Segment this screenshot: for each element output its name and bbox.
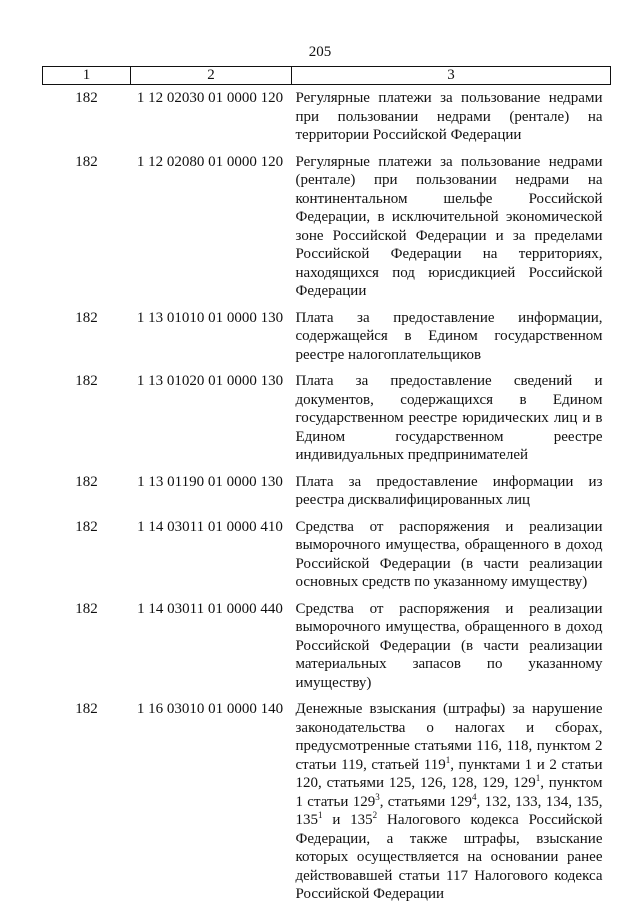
budget-codes-table <box>42 66 611 904</box>
superscript-index: 4 <box>472 791 477 802</box>
column-header-3: 3 <box>292 67 611 85</box>
budget-classification-code: 1 14 03011 01 0000 410 <box>137 518 283 535</box>
revenue-description: Плата за предоставление информации из реестра дисквалифицированных лиц <box>295 473 603 508</box>
table-row <box>43 364 611 465</box>
table-row <box>43 592 611 693</box>
description-text: Налогового кодекса Российской Федерации, а также штрафы, взыскание которых осуществляется на основании ранее действовавшей статьи 117 Налогового кодекса Российской Федерации <box>295 812 603 902</box>
revenue-description: Регулярные платежи за пользование недрами (рентале) при пользовании недрами на континентальном шельфе Российской Федерации, в исключительной экономической зоне Российской Федерации и за пределами Российской Федерации на территориях, находящихся под юрисдикцией Российской Федерации <box>295 153 603 299</box>
description-text: и 135 <box>322 812 373 828</box>
budget-classification-code: 1 13 01010 01 0000 130 <box>136 309 284 326</box>
column-header-2: 2 <box>131 67 292 85</box>
table-row <box>43 692 611 904</box>
description-text: Денежные взыскания (штрафы) за нарушение законодательства о налогах и сборах, предусмотренные статьями 116, 118, пунктом 2 статьи 119, статьей 119 <box>295 701 603 773</box>
budget-classification-code: 1 12 02080 01 0000 120 <box>136 153 284 170</box>
administrator-code: 182 <box>75 90 98 106</box>
budget-classification-code: 1 12 02030 01 0000 120 <box>136 90 284 106</box>
revenue-description: Плата за предоставление информации, содержащейся в Едином государственном реестре налогоплательщиков <box>295 309 603 363</box>
table-row <box>43 145 611 301</box>
table-row <box>43 85 611 145</box>
administrator-code: 182 <box>75 373 98 389</box>
budget-classification-code: 1 13 01190 01 0000 130 <box>137 473 283 490</box>
administrator-code: 182 <box>75 701 98 717</box>
revenue-description: Регулярные платежи за пользование недрами при пользовании недрами (рентале) на территории Российской Федерации <box>295 90 603 143</box>
budget-classification-code: 1 14 03011 01 0000 440 <box>137 600 283 617</box>
superscript-index: 1 <box>445 754 451 765</box>
revenue-description: Плата за предоставление сведений и документов, содержащихся в Едином государственном реестре юридических лиц и в Едином государственном реестре индивидуальных предпринимателей <box>295 373 603 463</box>
budget-classification-code: 1 13 01020 01 0000 130 <box>136 373 284 389</box>
revenue-description <box>292 692 611 904</box>
header-row <box>43 67 611 85</box>
table-row <box>43 510 611 592</box>
budget-classification-code: 1 16 03010 01 0000 140 <box>136 701 284 717</box>
description-text: , пунктами 1 и 2 статьи 120, статьями 125, 126, 128, 129, 129 <box>295 756 603 791</box>
description-text: , 132, 133, 134, 135, 135 <box>295 793 603 828</box>
column-header-1: 1 <box>43 67 131 85</box>
description-text: , статьями 129 <box>379 793 473 810</box>
administrator-code: 182 <box>75 153 98 170</box>
administrator-code: 182 <box>75 309 98 326</box>
administrator-code: 182 <box>75 473 98 490</box>
superscript-index: 1 <box>318 810 323 820</box>
table-row <box>43 301 611 365</box>
superscript-index: 3 <box>375 791 380 802</box>
revenue-description: Средства от распоряжения и реализации выморочного имущества, обращенного в доход Российской Федерации (в части реализации материальных запасов по указанному имуществу) <box>295 600 603 691</box>
description-text: , пунктом 1 статьи 129 <box>295 775 603 810</box>
table-row <box>43 465 611 510</box>
administrator-code: 182 <box>75 600 98 617</box>
administrator-code: 182 <box>75 518 98 535</box>
superscript-index: 1 <box>535 773 541 783</box>
revenue-description: Средства от распоряжения и реализации выморочного имущества, обращенного в доход Российской Федерации (в части реализации основных средств по указанному имуществу) <box>295 518 603 590</box>
page-number: 205 <box>308 44 332 60</box>
superscript-index: 2 <box>372 810 378 820</box>
